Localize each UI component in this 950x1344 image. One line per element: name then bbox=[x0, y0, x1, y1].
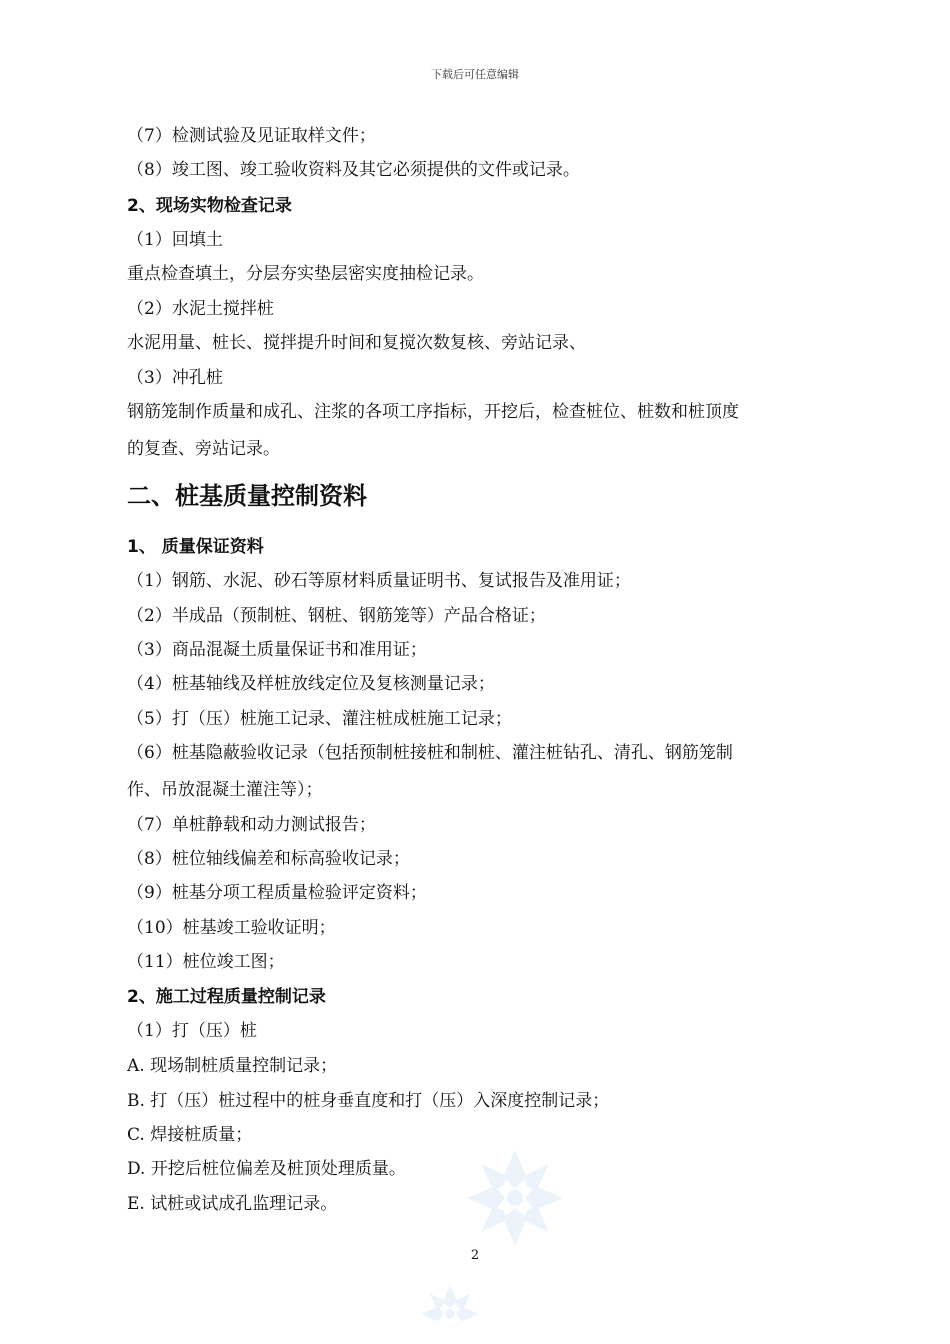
list-item: （2）水泥土搅拌桩 bbox=[127, 299, 274, 319]
list-item: 作、吊放混凝土灌注等）； bbox=[127, 780, 323, 800]
list-item: （2）半成品（预制桩、钢桩、钢筋笼等）产品合格证； bbox=[127, 606, 546, 626]
list-item: （1）打（压）桩 bbox=[127, 1021, 257, 1041]
section-heading: 2、施工过程质量控制记录 bbox=[127, 987, 326, 1007]
list-item: （5）打（压）桩施工记录、灌注桩成桩施工记录； bbox=[127, 709, 512, 729]
list-item: （7）单桩静载和动力测试报告； bbox=[127, 815, 376, 835]
list-item: （3）冲孔桩 bbox=[127, 368, 223, 388]
list-item: （7）检测试验及见证取样文件； bbox=[127, 126, 376, 146]
list-item: （3）商品混凝土质量保证书和准用证； bbox=[127, 640, 427, 660]
list-item: B. 打（压）桩过程中的桩身垂直度和打（压）入深度控制记录； bbox=[127, 1091, 610, 1111]
watermark-emblem-petals bbox=[467, 1150, 563, 1246]
list-item: （1）钢筋、水泥、砂石等原材料质量证明书、复试报告及准用证； bbox=[127, 571, 631, 591]
list-item: （1）回填土 bbox=[127, 230, 223, 250]
list-item: （11）桩位竣工图； bbox=[127, 952, 285, 972]
paragraph: 钢筋笼制作质量和成孔、注浆的各项工序指标，开挖后，检查桩位、桩数和桩顶度 bbox=[127, 402, 739, 422]
paragraph: 重点检查填土，分层夯实垫层密实度抽检记录。 bbox=[127, 264, 484, 284]
paragraph: 水泥用量、桩长、搅拌提升时间和复搅次数复核、旁站记录、 bbox=[127, 333, 586, 353]
section-heading: 1、 质量保证资料 bbox=[127, 537, 264, 557]
list-item: D. 开挖后桩位偏差及桩顶处理质量。 bbox=[127, 1159, 406, 1179]
list-item: （9）桩基分项工程质量检验评定资料； bbox=[127, 883, 427, 903]
list-item: （8）竣工图、竣工验收资料及其它必须提供的文件或记录。 bbox=[127, 160, 580, 180]
watermark-emblem-bottom-petals bbox=[421, 1285, 479, 1321]
list-item: （8）桩位轴线偏差和标高验收记录； bbox=[127, 849, 410, 869]
list-item: （4）桩基轴线及样桩放线定位及复核测量记录； bbox=[127, 674, 495, 694]
chapter-heading: 二、桩基质量控制资料 bbox=[127, 482, 367, 510]
section-heading: 2、现场实物检查记录 bbox=[127, 196, 292, 216]
watermark-emblem-bottom-icon bbox=[415, 1284, 485, 1344]
list-item: （6）桩基隐蔽验收记录（包括预制桩接桩和制桩、灌注桩钻孔、清孔、钢筋笼制 bbox=[127, 743, 733, 763]
page-header: 下载后可任意编辑 bbox=[431, 68, 519, 81]
paragraph: 的复查、旁站记录。 bbox=[127, 439, 280, 459]
list-item: C. 焊接桩质量； bbox=[127, 1125, 253, 1145]
list-item: A. 现场制桩质量控制记录； bbox=[127, 1056, 338, 1076]
watermark-emblem-icon bbox=[465, 1148, 565, 1248]
page-number: 2 bbox=[470, 1248, 480, 1263]
list-item: （10）桩基竣工验收证明； bbox=[127, 918, 336, 938]
list-item: E. 试桩或试成孔监理记录。 bbox=[127, 1194, 338, 1214]
